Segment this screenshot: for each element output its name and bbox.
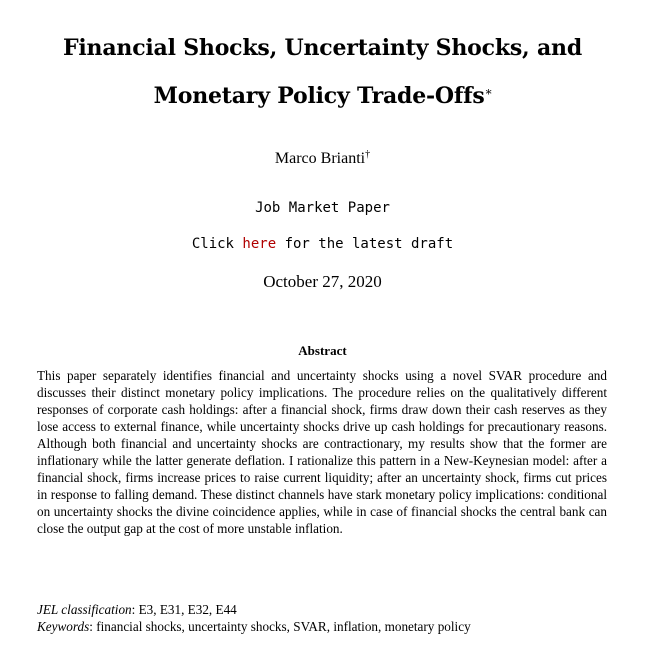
- abstract-body: This paper separately identifies financial and uncertainty shocks using a novel SVAR procedure and discusses their distinct monetary policy implications. The procedure relies on the qualitatively different responses of corporate cash holdings: after a financial shock, firms draw down their cash reserves as they lose access to external finance, while uncertainty shocks drive up cash holdings for precautionary reasons. Although both financial and uncertainty shocks are contractionary, my results show that the former are inflationary while the latter generate deflation. I rationalize this pattern in a New-Keynesian model: after a financial shock, firms increase prices to raise current liquidity; after an uncertainty shock, firms cut prices in response to falling demand. These distinct channels have stark monetary policy implications: conditional on uncertainty shocks the divine coincidence applies, while in case of financial shocks the central bank can close the output gap at the cost of more unstable inflation.: [37, 368, 607, 536]
- author: [0, 150, 645, 168]
- paper-title-line-1: [0, 34, 645, 62]
- jel-classification: [37, 601, 607, 618]
- keywords-label: Keywords: [37, 619, 90, 634]
- author-footnote-mark[interactable]: †: [365, 149, 371, 160]
- draft-link-prefix: Click: [191, 236, 243, 252]
- abstract-heading: Abstract: [298, 343, 347, 358]
- latest-draft-link[interactable]: here: [242, 236, 277, 252]
- paper-date: October 27, 2020: [263, 272, 382, 291]
- draft-link-line: [0, 236, 645, 252]
- title-text-line-2: Monetary Policy Trade-Offs: [153, 83, 485, 109]
- keywords-value: : financial shocks, uncertainty shocks, SVAR, inflation, monetary policy: [89, 619, 471, 634]
- author-name: Marco Brianti: [274, 150, 366, 167]
- paper-title-line-2: [0, 82, 645, 110]
- jel-label: JEL classification: [37, 602, 132, 617]
- keywords: [37, 618, 607, 635]
- jel-value: : E3, E31, E32, E44: [131, 602, 237, 617]
- title-text-line-1: Financial Shocks, Uncertainty Shocks, and: [62, 35, 583, 61]
- draft-link-suffix: for the latest draft: [276, 236, 454, 252]
- title-footnote-mark[interactable]: *: [485, 87, 492, 101]
- job-market-label: Job Market Paper: [255, 200, 390, 216]
